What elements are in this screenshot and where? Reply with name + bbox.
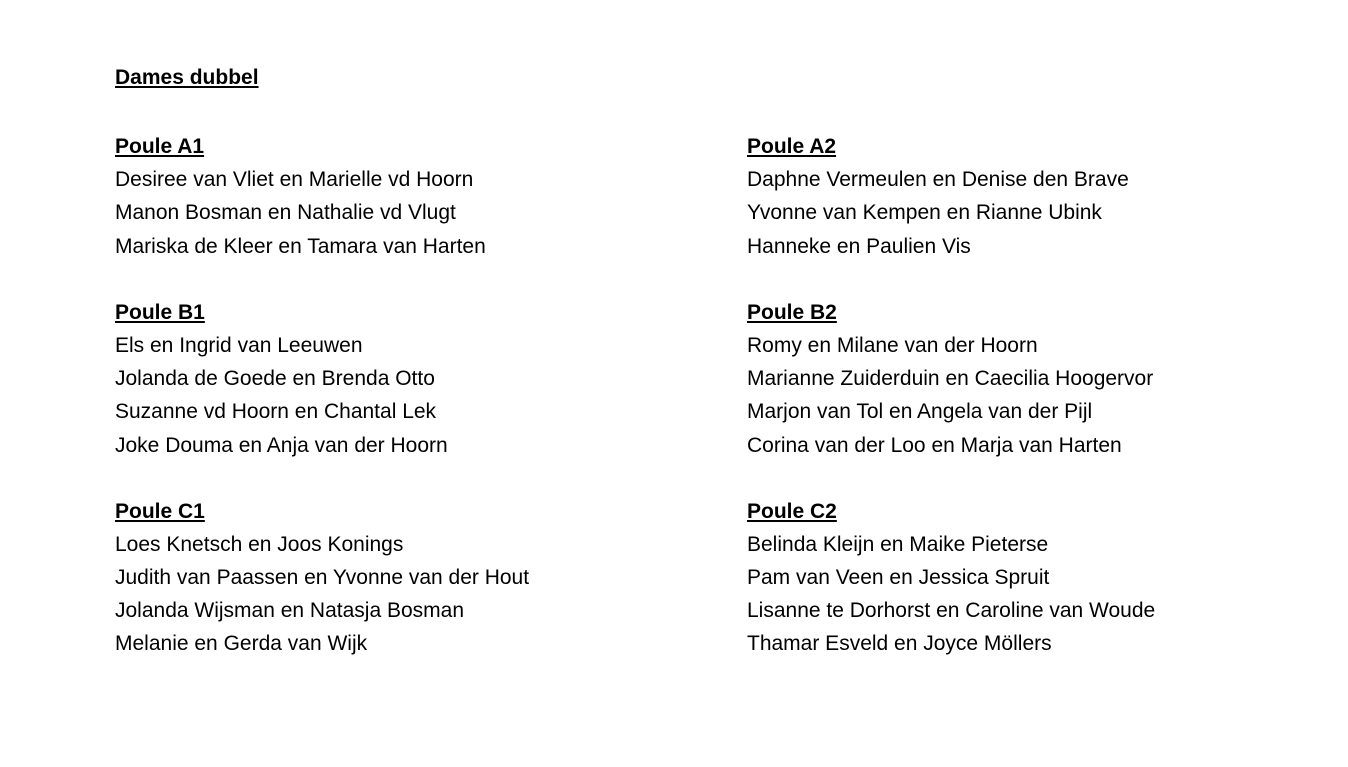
- pair-item: Hanneke en Paulien Vis: [747, 234, 971, 258]
- pair-item: Desiree van Vliet en Marielle vd Hoorn: [115, 168, 474, 192]
- poule-title: Poule C2: [747, 499, 837, 523]
- pair-item: Romy en Milane van der Hoorn: [747, 333, 1038, 357]
- pair-item: Jolanda Wijsman en Natasja Bosman: [115, 599, 465, 623]
- poule-b2: [747, 296, 1307, 462]
- poule-c1: [115, 495, 675, 661]
- poule-title: Poule C1: [115, 499, 205, 523]
- poule-title: Poule A1: [115, 135, 205, 158]
- poule-title: Poule A2: [747, 135, 837, 158]
- poule-c2: [747, 495, 1307, 661]
- pair-item: Marianne Zuiderduin en Caecilia Hoogervor: [747, 367, 1154, 391]
- pair-item: Corina van der Loo en Marja van Harten: [747, 433, 1122, 457]
- pair-item: Pam van Veen en Jessica Spruit: [747, 566, 1050, 590]
- pair-item: Melanie en Gerda van Wijk: [115, 632, 368, 656]
- pair-item: Thamar Esveld en Joyce Möllers: [747, 632, 1052, 656]
- poule-a1: [115, 130, 675, 263]
- pair-item: Yvonne van Kempen en Rianne Ubink: [747, 201, 1102, 225]
- pair-item: Els en Ingrid van Leeuwen: [115, 333, 363, 357]
- pair-item: Loes Knetsch en Joos Konings: [115, 532, 404, 556]
- poule-title: Poule B2: [747, 300, 837, 324]
- pair-item: Joke Douma en Anja van der Hoorn: [115, 433, 448, 457]
- pair-item: Suzanne vd Hoorn en Chantal Lek: [115, 400, 437, 424]
- left-column: [115, 130, 675, 694]
- right-column: [747, 130, 1307, 694]
- pair-item: Marjon van Tol en Angela van der Pijl: [747, 400, 1093, 424]
- pair-item: Judith van Paassen en Yvonne van der Hout: [115, 566, 530, 590]
- poule-b1: [115, 296, 675, 462]
- pair-item: Daphne Vermeulen en Denise den Brave: [747, 168, 1129, 192]
- pair-item: Mariska de Kleer en Tamara van Harten: [115, 234, 486, 258]
- page-title: Dames dubbel: [115, 66, 259, 89]
- pair-item: Jolanda de Goede en Brenda Otto: [115, 367, 435, 391]
- pair-item: Lisanne te Dorhorst en Caroline van Woude: [747, 599, 1156, 623]
- poule-title: Poule B1: [115, 300, 205, 324]
- pair-item: Manon Bosman en Nathalie vd Vlugt: [115, 201, 456, 225]
- poule-a2: [747, 130, 1307, 263]
- pair-item: Belinda Kleijn en Maike Pieterse: [747, 532, 1049, 556]
